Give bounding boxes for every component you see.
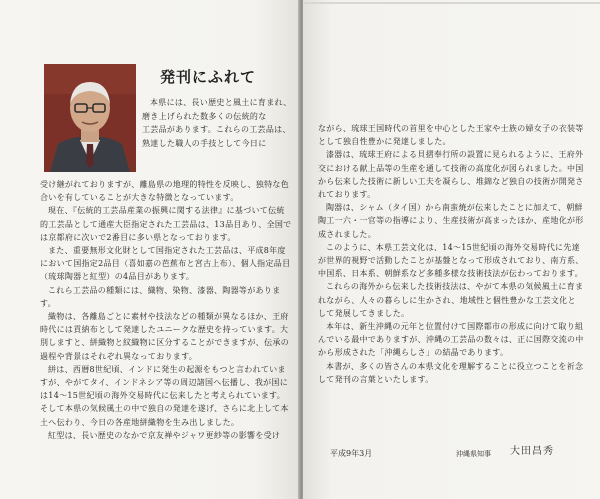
paragraph: 本書が、多くの皆さんの本県文化を理解することに役立つことを祈念して発刊の言葉といたします。 — [318, 361, 584, 384]
portrait-photo — [44, 64, 136, 172]
paragraph: このように、本県工芸文化は、14～15世紀頃の海外交易時代に先達が世界的視野で活動したことが基盤となって形成されており、南方系、中国系、日本系、朝鮮系など多種多様な技術技法が伝わっております。 — [318, 242, 584, 279]
left-body-text — [40, 178, 292, 442]
page-edge — [303, 2, 600, 4]
publication-date: 平成9年3月 — [330, 449, 373, 458]
intro-line: 本県には、長い歴史と風土に育まれ、 — [150, 98, 292, 107]
page-title: 発刊にふれて — [160, 68, 257, 86]
paragraph: 本年は、新生沖縄の元年と位置付けて国際都市の形成に向けて取り組んでいる最中でありますが、沖縄の工芸品の数々は、正に国際交流の中から形成された「沖縄らしさ」の結晶であります。 — [318, 322, 584, 358]
intro-paragraph — [142, 96, 292, 150]
portrait-image — [44, 64, 136, 172]
paragraph: 織物は、各離島ごとに素材や技法などの種類が異なるほか、王府時代には貢納布として発達したユニークな歴史を持っています。大別しますと、絣織物と紋織物に区分することができますが、伝承の過程や背景はそれぞれ異なっております。 — [40, 312, 289, 361]
paragraph: 紅型は、長い歴史のなかで京友禅やジャワ更紗等の影響を受け — [48, 430, 281, 440]
paragraph: 絣は、西暦8世紀頃、インドに発生の起源をもつと言われていますが、やがてタイ、インドネシア等の周辺諸国へ伝播し、我が国には14～15世紀頃の海外交易時代に伝来したと考えられています。そして本県の気候風土の中で独自の発達を遂げ、さらに北上して本土へ伝わり、今日の各産地絣織物を生み出しました。 — [40, 364, 289, 427]
paragraph: 受け継がれておりますが、離島県の地理的特性を反映し、独特な色合いを有していることが大きな特徴となっています。 — [40, 180, 289, 203]
paragraph: 漆器は、琉球王府による貝摺奉行所の設置に見られるように、王府外交における献上品等の生産を通して技術の高度化が図られました。中国から伝来した技術に新しい工夫を凝らし、堆錦など独自の技術が開発されております。 — [318, 150, 584, 200]
paragraph: ながら、琉球王国時代の首里を中心とした王家や士族の婦女子の衣装等として独自性豊かに発達しました。 — [318, 124, 584, 147]
signer-title: 沖縄県知事 — [456, 450, 491, 458]
paragraph: これら工芸品の種類には、織物、染物、漆器、陶器等があります。 — [40, 285, 281, 308]
paragraph: 陶器は、シャム（タイ国）から南蛮焼が伝来したことに加えて、朝鮮陶工一六・一官等の指導により、生産技術が高まったほか、産地化が形成されました。 — [318, 203, 584, 239]
intro-line: 工芸品があります。これらの工芸品は、 — [142, 125, 291, 135]
paragraph: 現在、『伝統的工芸品産業の振興に関する法律』に基づいて伝統的工芸品として通産大臣指定された工芸品は、13品目あり、全国では京都府に次いで2番目に多い県となっております。 — [40, 206, 292, 242]
signer-name: 大田昌秀 — [510, 446, 554, 457]
paragraph: また、重要無形文化財として国指定された工芸品は、平成8年度において国指定2品目（喜如嘉の芭蕉布と宮古上布）、個人指定品目（琉球陶器と紅型）の4品目があります。 — [40, 246, 291, 282]
right-body-text — [318, 122, 584, 386]
intro-line: 熟達した職人の手技として今日に — [142, 138, 267, 148]
intro-line: 磨き上げられた数多くの伝統的な — [142, 111, 267, 121]
paragraph: これらの海外から伝来した技術技法は、やがて本県の気候風土に育まれながら、人々の暮らしに生かされ、地域性と個性豊かな工芸文化として発展してきました。 — [318, 282, 584, 318]
